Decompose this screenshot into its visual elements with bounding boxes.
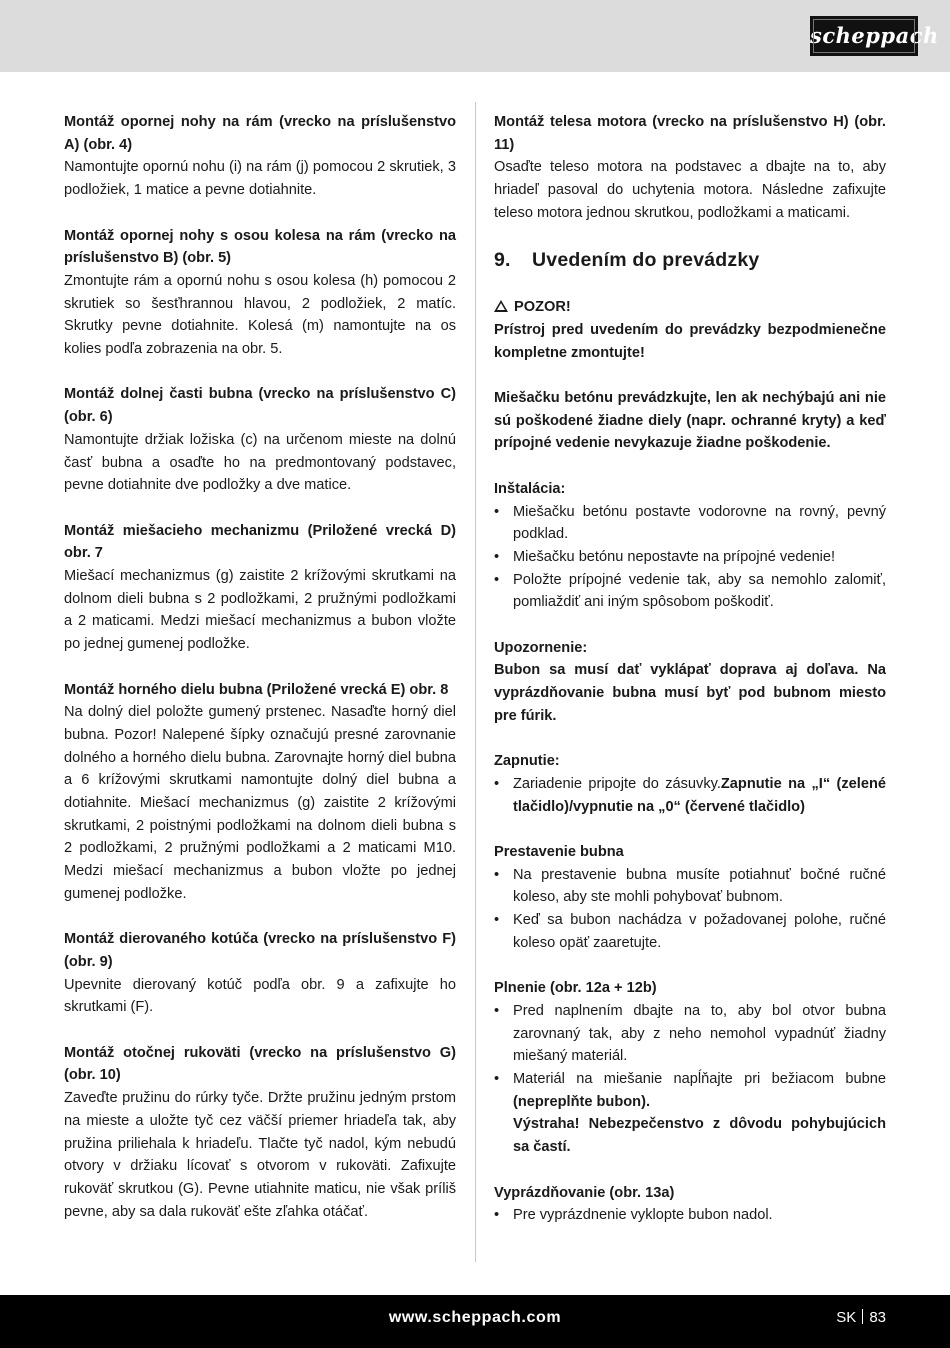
block-heading: Montáž otočnej rukoväti (vrecko na príslušenstvo G) (obr. 10) <box>64 1044 456 1084</box>
page-header <box>0 0 950 72</box>
list-item: • Na prestavenie bubna musíte potiahnuť bočné ručné koleso, aby ste mohli pohybovať bubnom. <box>494 864 886 909</box>
block-heading: Upozornenie: <box>494 639 588 656</box>
section-switch-on <box>494 750 886 818</box>
left-column <box>64 111 456 1246</box>
page-num: 83 <box>869 1309 886 1326</box>
block-body: Osaďte teleso motora na podstavec a dbajte na to, aby hriadeľ pasoval do uchytenia motora. Následne zafixujte teleso motora jednou skrutkou, podložkami a maticami. <box>494 159 886 221</box>
block-heading: Inštalácia: <box>494 480 566 497</box>
section-motor-housing <box>494 111 886 225</box>
warning-line: Prístroj pred uvedením do prevádzky bezpodmienečne kompletne zmontujte! <box>494 321 886 361</box>
right-column <box>494 111 886 1250</box>
filling-plain: Materiál na miešanie napĺňajte pri bežiacom bubne <box>513 1071 886 1088</box>
section-notice <box>494 637 886 728</box>
block-heading: Zapnutie: <box>494 753 560 770</box>
block-heading: Montáž telesa motora (vrecko na príslušenstvo H) (obr. 11) <box>494 114 886 153</box>
warning-block <box>494 296 886 364</box>
installation-list <box>494 501 886 615</box>
section-support-leg-axle <box>64 225 456 361</box>
list-item: • Pred naplnením dbajte na to, aby bol otvor bubna zarovnaný tak, aby z neho nemohol vypadnúť žiadny miešaný materiál. <box>494 1000 886 1068</box>
page-number <box>836 1295 886 1341</box>
list-item: • Miešačku betónu nepostavte na prípojné vedenie! <box>494 546 886 569</box>
warning-paragraph-block <box>494 387 886 455</box>
warning-label: POZOR! <box>514 299 571 316</box>
switch-on-plain: Zariadenie pripojte do zásuvky. <box>513 775 721 792</box>
list-item: • Položte prípojné vedenie tak, aby sa nemohlo zalomiť, pomliaždiť ani iným spôsobom poškodiť. <box>494 569 886 614</box>
block-heading: Plnenie (obr. 12a + 12b) <box>494 980 657 997</box>
block-body: Namontujte držiak ložiska (c) na určenom mieste na dolnú časť bubna a osaďte ho na predmontovaný podstavec, pevne dotiahnite dve podložky a dve matice. <box>64 431 456 494</box>
warning-paragraph: Miešačku betónu prevádzkujte, len ak nechýbajú ani nie sú poškodené žiadne diely (napr. ochranné kryty) a keď prípojné vedenie nevykazuje žiadne poškodenie. <box>494 390 886 452</box>
block-body: Na dolný diel položte gumený prstenec. Nasaďte horný diel bubna. Pozor! Nalepené šípky označujú presné zarovnanie dolného a horného dielu bubna. Zarovnajte horný diel bubna a 6 krížovými skrutkami namontujte dolný diel bubna a dotiahnite. Miešací mechanizmus (g) zaistite 2 krížovými skrutkami, 2 poistnými podložkami na dolnom dieli bubna s 2 podložkami, 2 pružnými podložkami a 2 maticami M10. Medzi miešací mechanizmus a bubon vložte po jednej gumenej podložke. <box>64 704 456 902</box>
section-emptying <box>494 1182 886 1227</box>
filling-warning: Výstraha! Nebezpečenstvo z dôvodu pohybujúcich sa častí. <box>513 1116 886 1156</box>
warning-triangle-icon <box>494 300 508 312</box>
section-title-commissioning <box>494 247 886 273</box>
block-body: Upevnite dierovaný kotúč podľa obr. 9 a zafixujte ho skrutkami (F). <box>64 976 456 1016</box>
footer-url[interactable]: www.scheppach.com <box>388 1309 562 1326</box>
section-drum-bottom <box>64 383 456 497</box>
block-heading: Prestavenie bubna <box>494 844 624 860</box>
block-heading: Montáž dierovaného kotúča (vrecko na príslušenstvo F) (obr. 9) <box>64 931 456 970</box>
section-installation <box>494 478 886 614</box>
warning-label-line <box>494 296 886 319</box>
column-divider <box>475 102 476 1262</box>
language-code: SK <box>836 1309 857 1326</box>
filling-list <box>494 1000 886 1159</box>
adjust-list <box>494 864 886 955</box>
list-item <box>494 773 886 818</box>
list-item: • Keď sa bubon nachádza v požadovanej polohe, ručné koleso opäť zaaretujte. <box>494 909 886 954</box>
switch-on-list <box>494 773 886 818</box>
section-drum-adjust <box>494 841 886 955</box>
emptying-list <box>494 1204 886 1227</box>
block-heading: Montáž dolnej časti bubna (vrecko na príslušenstvo C) (obr. 6) <box>64 386 456 426</box>
block-body: Zmontujte rám a opornú nohu s osou kolesa (h) pomocou 2 skrutiek so šesťhrannou hlavou, 2 podložiek, 2 matíc. Skrutky pevne dotiahnite. Kolesá (m) namontujte na os kolies podľa zobrazenia na obr. 5. <box>64 272 456 358</box>
section-title: Uvedením do prevádzky <box>532 249 760 272</box>
list-item: • Miešačku betónu postavte vodorovne na rovný, pevný podklad. <box>494 501 886 546</box>
section-perforated-disc <box>64 928 456 1019</box>
block-heading: Montáž opornej nohy s osou kolesa na rám (vrecko na príslušenstvo B) (obr. 5) <box>64 227 456 267</box>
block-heading: Montáž horného dielu bubna (Priložené vrecká E) obr. 8 <box>64 681 449 698</box>
section-filling <box>494 977 886 1159</box>
block-heading: Montáž opornej nohy na rám (vrecko na príslušenstvo A) (obr. 4) <box>64 114 456 153</box>
brand-logo: scheppach <box>810 16 918 56</box>
page-separator <box>862 1309 863 1324</box>
list-item <box>494 1068 886 1159</box>
section-drum-top <box>64 679 456 906</box>
list-item: • Pre vyprázdnenie vyklopte bubon nadol. <box>494 1204 886 1227</box>
section-number: 9. <box>494 249 511 272</box>
notice-body: Bubon sa musí dať vyklápať doprava aj doľava. Na vyprázdňovanie bubna musí byť pod bubnom miesto pre fúrik. <box>494 662 886 724</box>
block-body: Namontujte opornú nohu (i) na rám (j) pomocou 2 skrutiek, 3 podložiek, 1 matice a pevne dotiahnite. <box>64 159 456 199</box>
switch-on-bold: Zapnutie na „I“ (zelené tlačidlo)/vypnutie na „0“ (červené tlačidlo) <box>513 775 886 815</box>
section-support-leg <box>64 111 456 202</box>
page-footer <box>0 1295 950 1348</box>
block-heading: Vyprázdňovanie (obr. 13a) <box>494 1184 675 1201</box>
filling-bold: (nepreplňte bubon). <box>513 1093 651 1110</box>
block-body: Zaveďte pružinu do rúrky tyče. Držte pružinu jedným prstom na mieste a uložte tyč cez väčší priemer hriadeľa tak, aby pružina priliehala k hriadeľu. Tlačte tyč nadol, kým nebudú otvory v držiaku lícovať s otvorom v rukoväti. Zafixujte rukoväť skrutkou (G). Pevne utiahnite maticu, nie však príliš pevne, aby sa dala rukoväť ešte zľahka otáčať. <box>64 1090 456 1220</box>
section-rotary-handle <box>64 1042 456 1224</box>
block-body: Miešací mechanizmus (g) zaistite 2 krížovými skrutkami na dolnom dieli bubna s 2 podložkami, 2 pružnými podložkami a 2 maticami. Medzi miešací mechanizmus a bubon vložte po jednej gumenej podložke. <box>64 568 456 653</box>
section-mixing-mechanism <box>64 520 456 656</box>
block-heading: Montáž miešacieho mechanizmu (Priložené vrecká D) obr. 7 <box>64 522 456 562</box>
